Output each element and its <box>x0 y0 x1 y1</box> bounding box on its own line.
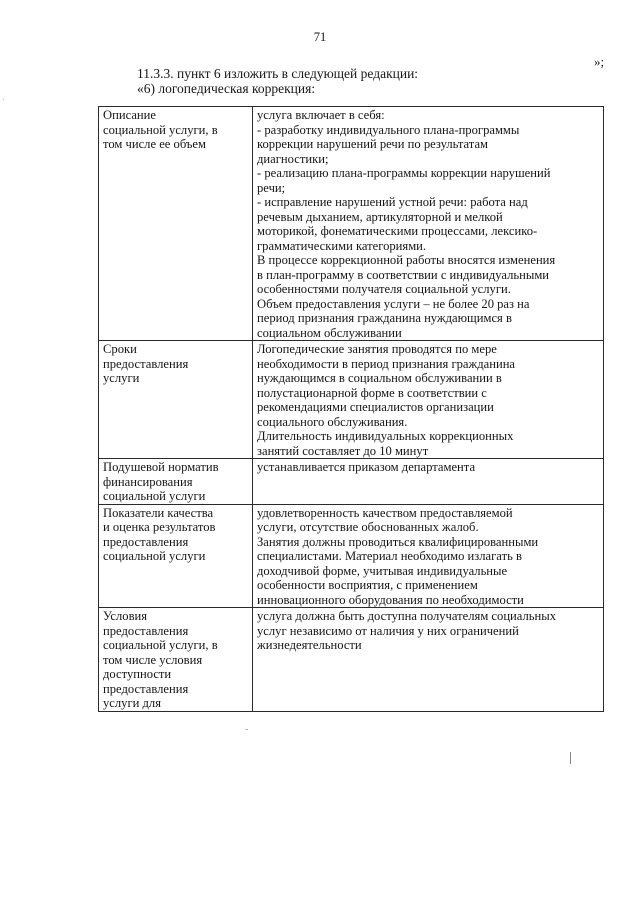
row-content-line: социального обслуживания. <box>257 414 408 429</box>
row-content-line: Логопедические занятия проводятся по мере <box>257 342 497 356</box>
row-content-line: нуждающимся в социальном обслуживании в <box>257 371 502 385</box>
row-content-cell <box>253 608 604 712</box>
row-content-line: Занятия должны проводиться квалифицированными <box>257 534 539 549</box>
table-row <box>99 341 604 459</box>
row-content-line: услуга включает в себя: <box>257 108 385 122</box>
row-label-line: Подушевой норматив <box>103 460 219 474</box>
row-content-cell <box>253 504 604 608</box>
row-label-line: доступности <box>103 667 172 681</box>
service-description-table <box>98 106 604 712</box>
table-row <box>99 608 604 712</box>
row-content-line: инновационного оборудования по необходимости <box>257 592 524 607</box>
table-body <box>99 107 604 712</box>
row-label-line: услуги <box>103 371 140 385</box>
row-label-line: Показатели качества <box>103 505 214 520</box>
row-label-cell <box>99 608 253 712</box>
row-label-cell <box>99 504 253 608</box>
row-content-line: специалистами. Материал необходимо излагать в <box>257 549 522 563</box>
intro-line-2: «6) логопедическая коррекция: <box>137 81 316 96</box>
row-content-line: удовлетворенность качеством предоставляемой <box>257 505 513 520</box>
row-content-line: Объем предоставления услуги – не более 20 раз на <box>257 296 530 311</box>
scan-margin-mark: · <box>2 95 6 106</box>
row-content-line: коррекции нарушений речи по результатам <box>257 137 489 151</box>
row-content-line: жизнедеятельности <box>257 638 362 652</box>
row-content-line: социальном обслуживании <box>257 325 402 340</box>
row-label-line: предоставления <box>103 534 189 549</box>
closing-quote: »; <box>594 54 605 69</box>
scan-artifact-dash: - <box>245 724 249 735</box>
row-label-line: финансирования <box>103 474 193 489</box>
row-label-line: Условия <box>103 609 148 623</box>
row-content-line: речи; <box>257 180 286 195</box>
row-content-line: особенности восприятия, с применением <box>257 578 478 592</box>
row-content-line: диагностики; <box>257 151 329 166</box>
row-content-line: - разработку индивидуального плана-программы <box>257 122 520 137</box>
row-label-line: Сроки <box>103 342 137 356</box>
row-content-line: моторикой, фонематическими процессами, лексико- <box>257 224 538 238</box>
row-label-line: предоставления <box>103 356 189 371</box>
row-content-line: - исправление нарушений устной речи: работа над <box>257 195 528 209</box>
row-content-line: - реализацию плана-программы коррекции нарушений <box>257 166 551 180</box>
row-content-line: в план-программу в соответствии с индивидуальными <box>257 267 550 282</box>
row-content-line: В процессе коррекционной работы вносятся изменения <box>257 253 556 267</box>
row-content-line: речевым дыханием, артикуляторной и мелкой <box>257 209 503 224</box>
row-label-line: социальной услуги, в <box>103 122 218 137</box>
row-label-cell <box>99 341 253 459</box>
row-content-line: особенностями получателя социальной услуги. <box>257 282 511 296</box>
row-content-line: услуга должна быть доступна получателям социальных <box>257 609 557 623</box>
page-number: 71 <box>313 30 327 44</box>
row-content-line: полустационарной форме в соответствии с <box>257 385 487 400</box>
row-content-line: Длительность индивидуальных коррекционных <box>257 429 514 443</box>
row-content-cell <box>253 459 604 505</box>
row-label-line: предоставления <box>103 623 189 638</box>
row-label-line: том числе ее объем <box>103 137 206 151</box>
row-label-line: Описание <box>103 108 156 122</box>
row-content-line: услуг независимо от наличия у них ограничений <box>257 623 519 638</box>
row-label-line: социальной услуги <box>103 489 206 503</box>
row-content-cell <box>253 107 604 341</box>
scan-artifact-bar <box>570 752 571 764</box>
intro-line-1: 11.3.3. пункт 6 изложить в следующей редакции: <box>137 66 419 81</box>
row-content-line: необходимости в период признания гражданина <box>257 356 516 371</box>
row-content-line: услуги, отсутствие обоснованных жалоб. <box>257 520 479 534</box>
row-content-cell <box>253 341 604 459</box>
table-row <box>99 459 604 505</box>
row-label-line: услуги для <box>103 696 162 710</box>
row-label-line: социальной услуги, в <box>103 638 218 652</box>
row-content-line: грамматическими категориями. <box>257 238 427 253</box>
row-content-line: рекомендациями специалистов организации <box>257 400 494 414</box>
row-label-cell <box>99 459 253 505</box>
row-content-line: период признания гражданина нуждающимся в <box>257 311 512 325</box>
row-content-line: занятий составляет до 10 минут <box>257 443 429 458</box>
table-row <box>99 107 604 341</box>
row-label-line: и оценка результатов <box>103 520 216 534</box>
row-label-line: том числе условия <box>103 652 203 667</box>
row-label-line: социальной услуги <box>103 549 206 563</box>
table-row <box>99 504 604 608</box>
row-content-line: доходчивой форме, учитывая индивидуальные <box>257 563 508 578</box>
row-content-line: устанавливается приказом департамента <box>257 460 476 474</box>
row-label-cell <box>99 107 253 341</box>
row-label-line: предоставления <box>103 681 189 696</box>
